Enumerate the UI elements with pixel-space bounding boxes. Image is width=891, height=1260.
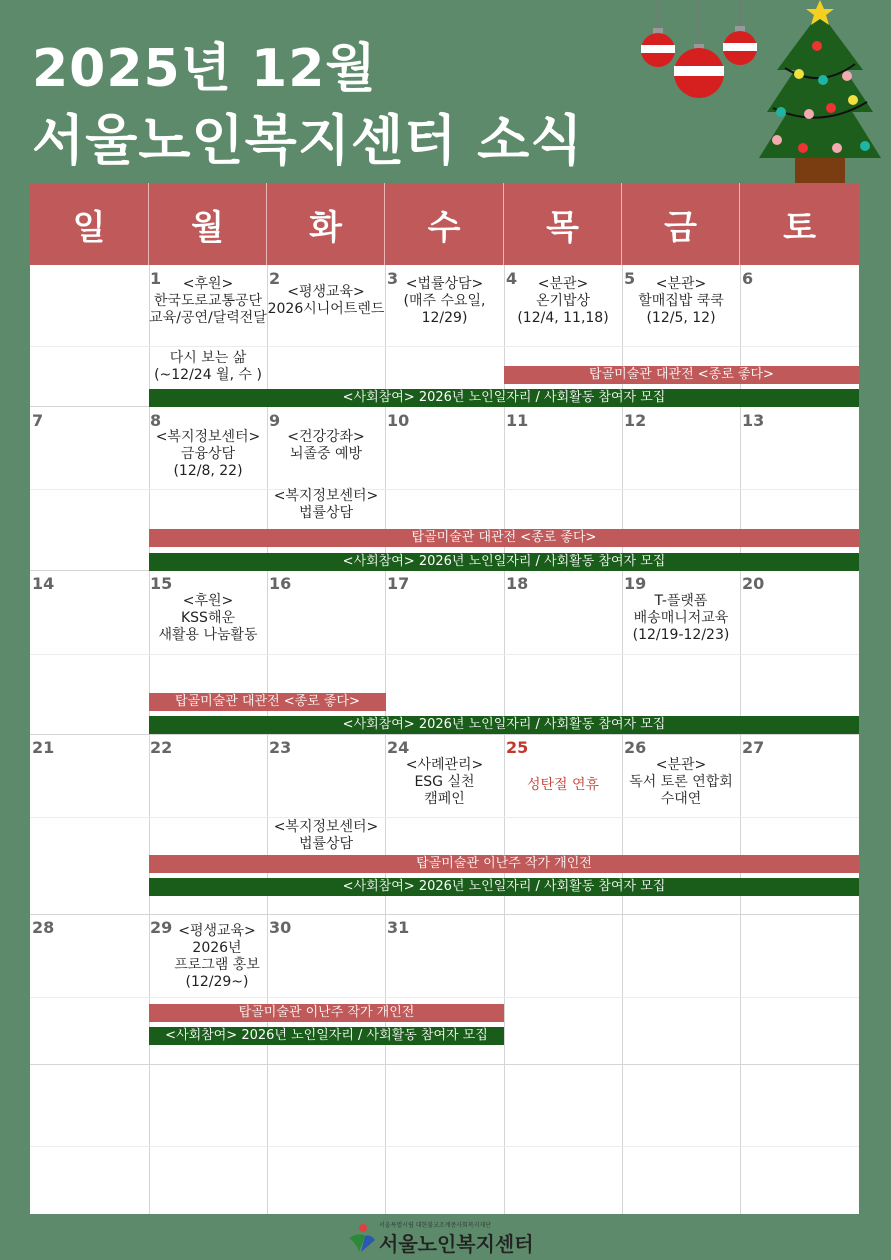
event-text: <분관> 온기밥상 (12/4, 11,18)	[517, 276, 609, 326]
exhibit-bar: 탑골미술관 이난주 작가 개인전	[149, 855, 859, 873]
day-number: 15	[150, 574, 173, 593]
day-number: 13	[742, 411, 765, 430]
exhibit-bar: 탑골미술관 대관전 <종로 좋다>	[149, 529, 859, 547]
day-number: 14	[32, 574, 55, 593]
event-text: <분관> 독서 토론 연합회 수대연	[629, 757, 733, 807]
event-text: <후원> 한국도로교통공단 교육/공연/달력전달	[149, 276, 267, 326]
grid-line	[30, 817, 859, 818]
event-text: <복지정보센터> 법률상담	[273, 488, 379, 521]
grid-line	[622, 265, 623, 1214]
recruit-bar: <사회참여> 2026년 노인일자리 / 사회활동 참여자 모집	[149, 553, 859, 571]
day-number: 9	[269, 411, 281, 430]
recruit-bar: <사회참여> 2026년 노인일자리 / 사회활동 참여자 모집	[149, 389, 859, 407]
weekday-mon: 월	[149, 183, 267, 265]
recruit-bar: <사회참여> 2026년 노인일자리 / 사회활동 참여자 모집	[149, 716, 859, 734]
calendar	[30, 183, 859, 1214]
event-text: <분관> 할매집밥 쿡쿡 (12/5, 12)	[638, 276, 724, 326]
day-number: 19	[624, 574, 647, 593]
grid-line	[30, 734, 859, 735]
grid-line	[740, 265, 741, 1214]
day-number: 12	[624, 411, 647, 430]
day-number-holiday: 25	[506, 738, 529, 757]
weekday-sat: 토	[740, 183, 859, 265]
day-number: 11	[506, 411, 529, 430]
weekday-thu: 목	[504, 183, 622, 265]
recruit-bar: <사회참여> 2026년 노인일자리 / 사회활동 참여자 모집	[149, 878, 859, 896]
exhibit-bar: 탑골미술관 이난주 작가 개인전	[149, 1004, 504, 1022]
day-number: 29	[150, 918, 173, 937]
event-text: <복지정보센터> 법률상담	[273, 819, 379, 852]
event-text: <복지정보센터> 금융상담 (12/8, 22)	[155, 429, 261, 479]
event-text: <건강강좌> 뇌졸중 예방	[287, 429, 365, 462]
event-text: <법률상담> (매주 수요일, 12/29)	[403, 276, 486, 326]
day-number: 30	[269, 918, 292, 937]
day-number: 20	[742, 574, 765, 593]
weekday-sun: 일	[30, 183, 149, 265]
day-number: 6	[742, 269, 754, 288]
day-number: 23	[269, 738, 292, 757]
weekday-tue: 화	[267, 183, 385, 265]
grid-line	[30, 914, 859, 915]
weekday-fri: 금	[622, 183, 740, 265]
day-number: 31	[387, 918, 410, 937]
day-number: 22	[150, 738, 173, 757]
grid-line	[385, 265, 386, 1214]
day-number: 5	[624, 269, 636, 288]
grid-line	[267, 265, 268, 1214]
weekday-wed: 수	[385, 183, 504, 265]
christmas-tree-icon	[755, 0, 885, 185]
grid-line	[30, 1064, 859, 1065]
footer-sub: 서울특별시립 대한불교조계종사회복지재단	[379, 1222, 492, 1229]
grid-line	[30, 1146, 859, 1147]
grid-line	[30, 489, 859, 490]
event-text: <사례관리> ESG 실천 캠페인	[405, 757, 484, 807]
day-number: 16	[269, 574, 292, 593]
christmas-ornaments-icon	[636, 0, 766, 110]
grid-line	[30, 346, 859, 347]
event-text: 다시 보는 삶 (~12/24 월, 수 )	[154, 350, 262, 383]
center-logo-icon	[345, 1222, 377, 1254]
event-text: <평생교육> 2026년 프로그램 홍보 (12/29~)	[174, 923, 260, 990]
page-title-1: 2025년 12월	[32, 39, 377, 99]
event-text: <평생교육> 2026시니어트렌드	[267, 284, 385, 317]
day-number: 3	[387, 269, 399, 288]
day-number: 2	[269, 269, 281, 288]
day-number: 7	[32, 411, 44, 430]
recruit-bar: <사회참여> 2026년 노인일자리 / 사회활동 참여자 모집	[149, 1027, 504, 1045]
footer-name: 서울노인복지센터	[379, 1232, 534, 1256]
day-number: 18	[506, 574, 529, 593]
day-number: 26	[624, 738, 647, 757]
event-text: T-플랫폼 배송매니저교육 (12/19-12/23)	[632, 593, 730, 643]
day-number: 27	[742, 738, 765, 757]
exhibit-bar: 탑골미술관 대관전 <종로 좋다>	[504, 366, 859, 384]
day-number: 8	[150, 411, 162, 430]
day-number: 21	[32, 738, 55, 757]
exhibit-bar: 탑골미술관 대관전 <종로 좋다>	[149, 693, 386, 711]
event-text: <후원> KSS해운 새활용 나눔활동	[158, 593, 258, 643]
day-number: 24	[387, 738, 410, 757]
footer-logo	[345, 1220, 555, 1256]
day-number: 4	[506, 269, 518, 288]
day-number: 28	[32, 918, 55, 937]
page-title-2: 서울노인복지센터 소식	[32, 109, 584, 172]
grid-line	[30, 654, 859, 655]
grid-line	[30, 997, 859, 998]
day-number: 17	[387, 574, 410, 593]
day-number: 10	[387, 411, 410, 430]
holiday-text: 성탄절 연휴	[526, 777, 600, 793]
day-number: 1	[150, 269, 162, 288]
grid-line	[504, 265, 505, 1214]
